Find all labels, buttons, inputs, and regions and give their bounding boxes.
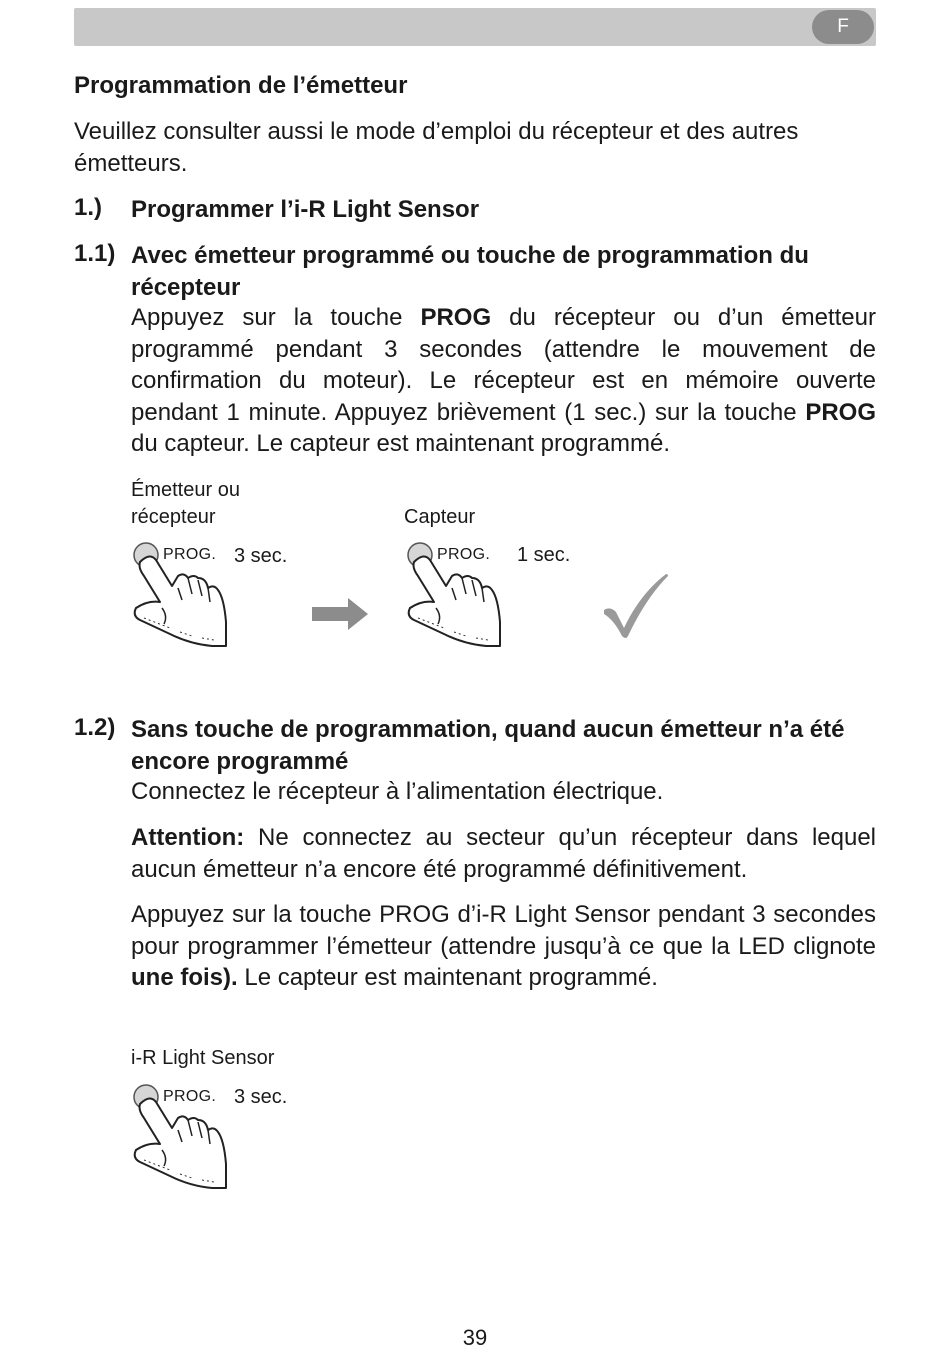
section-1-2-paragraph-3: Appuyez sur la touche PROG d’i-R Light Sensor pendant 3 secondes pour programmer l’émetteur (attendre jusqu’à ce que la LED clignote une fois). Le capteur est maintenant programmé. — [131, 901, 876, 991]
figure-1-left-duration: 3 sec. — [234, 545, 288, 567]
section-1-2-number: 1.2) — [74, 714, 116, 741]
section-1-number: 1.) — [74, 194, 103, 221]
check-mark-icon — [600, 570, 672, 640]
prog-label: PROG. — [163, 1088, 217, 1105]
figure-1-left-label: Émetteur ou récepteur — [131, 479, 240, 528]
figure-1-right-label: Capteur — [404, 506, 476, 528]
language-tab: F — [812, 10, 874, 44]
section-1-1-heading: Avec émetteur programmé ou touche de programmation du récepteur — [131, 242, 809, 301]
attention-paragraph: Attention: Ne connectez au secteur qu’un récepteur dans lequel aucun émetteur n’a encore été programmé définitivement. — [131, 824, 876, 883]
header-bar — [74, 8, 876, 46]
figure-2-label: i-R Light Sensor — [131, 1047, 275, 1069]
section-1-2-paragraph-1: Connectez le récepteur à l’alimentation électrique. — [131, 778, 664, 805]
section-1-heading: Programmer l’i-R Light Sensor — [131, 196, 480, 223]
figure-2-duration: 3 sec. — [234, 1086, 288, 1108]
prog-label: PROG. — [163, 546, 217, 563]
page-number: 39 — [462, 1325, 488, 1350]
section-1-1-number: 1.1) — [74, 240, 116, 267]
intro-paragraph: Veuillez consulter aussi le mode d’emploi du récepteur et des autres émetteurs. — [74, 118, 799, 177]
prog-label: PROG. — [437, 546, 491, 563]
page-title: Programmation de l’émetteur — [74, 72, 408, 99]
right-arrow-icon — [310, 596, 370, 632]
section-1-2-heading: Sans touche de programmation, quand aucun émetteur n’a été encore programmé — [131, 716, 845, 775]
section-1-1-paragraph: Appuyez sur la touche PROG du récepteur ou d’un émetteur programmé pendant 3 secondes (attendre le mouvement de confirmation du moteur). Le récepteur est en mémoire ouverte pendant 1 minute. Appuyez brièvement (1 sec.) sur la touche PROG du capteur. Le capteur est maintenant programmé. — [131, 304, 876, 457]
figure-1-right-duration: 1 sec. — [517, 544, 571, 566]
